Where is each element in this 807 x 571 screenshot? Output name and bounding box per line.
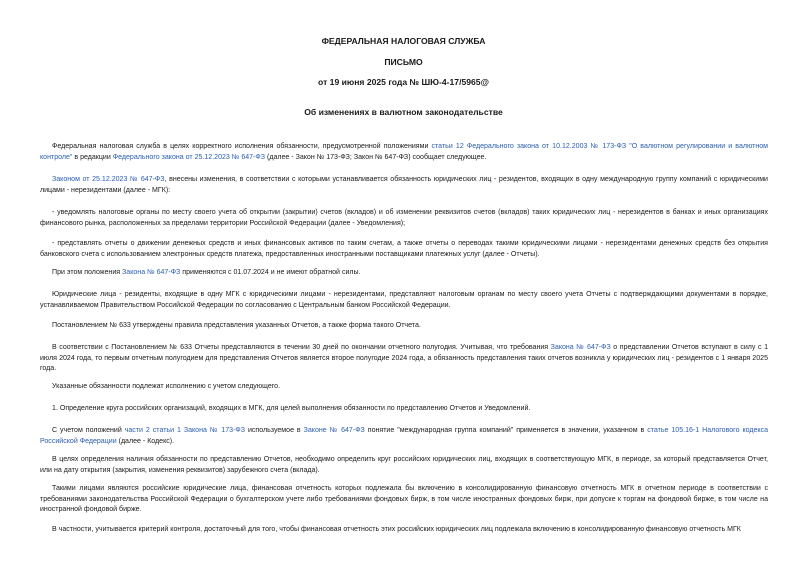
- paragraph-legal-entities: Такими лицами являются российские юридические лица, финансовая отчетность которых подлежала бы включению в консолидированную финансовую отчетность МГК в отчетном периоде в соответствии с требованиями законодательства Российской Федерации о бухгалтерском учете либо требованиями фондовых бирж, в том числе иностранных фондовых бирж, при допуске к торгам на фондовой бирже, в том числе на иностранной фондовой бирже.: [40, 485, 768, 514]
- link-law-647[interactable]: Законе № 647-ФЗ: [303, 427, 365, 434]
- paragraph-determination: В целях определения наличия обязанности по представлению Отчетов, необходимо определить круг российских юридических лиц, входящих в соответствующую МГК, в периоде, за который представляется Отчет, или на дату открытия (закрытия, изменения реквизитов) зарубежного счета (вклада).: [40, 456, 768, 474]
- paragraph-section-1: 1. Определение круга российских организаций, входящих в МГК, для целей выполнения обязанности по представлению Отчетов и Уведомлений.: [52, 405, 531, 412]
- paragraph-obligations: Указанные обязанности подлежат исполнению с учетом следующего.: [52, 383, 281, 390]
- paragraph-control-criterion: В частности, учитывается критерий контроля, достаточный для того, чтобы финансовая отчетность этих российских юридических лиц подлежала включению в консолидированную финансовую отчетность МГК: [52, 526, 741, 533]
- link-law-647[interactable]: Закона № 647-ФЗ: [550, 344, 611, 351]
- paragraph-intro: Федеральная налоговая служба в целях корректного исполнения обязанности, предусмотренной положениями статьи 12 Федерального закона от 10.12.2003 № 173-ФЗ "О валютном регулировании и валютном контроле" в редакции Федерального закона от 25.12.2023 № 647-ФЗ (далее - Закон № 173-ФЗ; Закон № 647-ФЗ) сообщает следующее.: [40, 143, 768, 161]
- paragraph-changes: Законом от 25.12.2023 № 647-ФЗ, внесены изменения, в соответствии с которыми устанавливается обязанность юридических лиц - резидентов, входящих в одну международную группу компаний с юридическими лицами - нерезидентами (далее - МГК):: [40, 176, 768, 194]
- agency-title: ФЕДЕРАЛЬНАЯ НАЛОГОВАЯ СЛУЖБА: [321, 36, 486, 46]
- paragraph-reports: - представлять отчеты о движении денежных средств и иных финансовых активов по таким счетам, а также отчеты о переводах такими юридическими лицами - нерезидентами денежных средств без открытия банковского счета с использованием электронных средств платежа, предоставленных иностранными поставщиками платежных услуг (далее - Отчеты).: [40, 240, 768, 258]
- link-part-2-article-1[interactable]: части 2 статьи 1 Закона № 173-ФЗ: [124, 427, 246, 434]
- paragraph-notifications: - уведомлять налоговые органы по месту своего учета об открытии (закрытии) счетов (вкладов) и об изменении реквизитов счетов (вкладов) таких юридических лиц - нерезидентов в банках и иных организациях финансового рынка, расположенных за пределами территории Российской Федерации (далее - Уведомления);: [40, 209, 768, 227]
- link-tax-code-article[interactable]: статье 105.16-1 Налогового кодекса Российской Федерации: [40, 427, 769, 445]
- paragraph-reporting-period: В соответствии с Постановлением № 633 Отчеты представляются в течении 30 дней по окончании отчетного полугодия. Учитывая, что требования Закона № 647-ФЗ о представлении Отчетов вступают в силу с 1 июля 2024 года, то первым отчетным полугодием для представления Отчетов является второе полугодие 2024 года, а обязанность представления таких отчетов возникла у юридических лиц - резидентов с 1 января 2025 года.: [40, 344, 768, 373]
- link-law-647[interactable]: Законом от 25.12.2023 № 647-ФЗ: [52, 176, 165, 183]
- paragraph-effective-date: При этом положения Закона № 647-ФЗ применяются с 01.07.2024 и не имеют обратной силы.: [52, 269, 361, 276]
- link-article-12-law-173[interactable]: статьи 12 Федерального закона от 10.12.2003 № 173-ФЗ "О валютном регулировании и валютном контроле": [40, 143, 768, 161]
- link-law-647[interactable]: Закона № 647-ФЗ: [122, 269, 181, 276]
- link-law-647[interactable]: Федерального закона от 25.12.2023 № 647-ФЗ: [112, 153, 266, 161]
- paragraph-resolution-633: Постановлением № 633 утверждены правила представления указанных Отчетов, а также форма такого Отчета.: [52, 322, 421, 329]
- paragraph-mgk-definition: С учетом положений части 2 статьи 1 Закона № 173-ФЗ используемое в Законе № 647-ФЗ понятие "международная группа компаний" применяется в значении, указанном в статье 105.16-1 Налогового кодекса Российской Федерации (далее - Кодекс).: [40, 427, 769, 445]
- document-type: ПИСЬМО: [384, 57, 423, 67]
- paragraph-residents: Юридические лица - резиденты, входящие в одну МГК с юридическими лицами - нерезидентами, представляют налоговым органам по месту своего учета Отчеты с подтверждающими документами в порядке, устанавливаемом Правительством Российской Федерации по согласованию с Центральным банком Российской Федерации.: [40, 291, 768, 309]
- document-subject: Об изменениях в валютном законодательстве: [304, 107, 503, 117]
- document-date-number: от 19 июня 2025 года № ШЮ-4-17/5965@: [318, 77, 489, 87]
